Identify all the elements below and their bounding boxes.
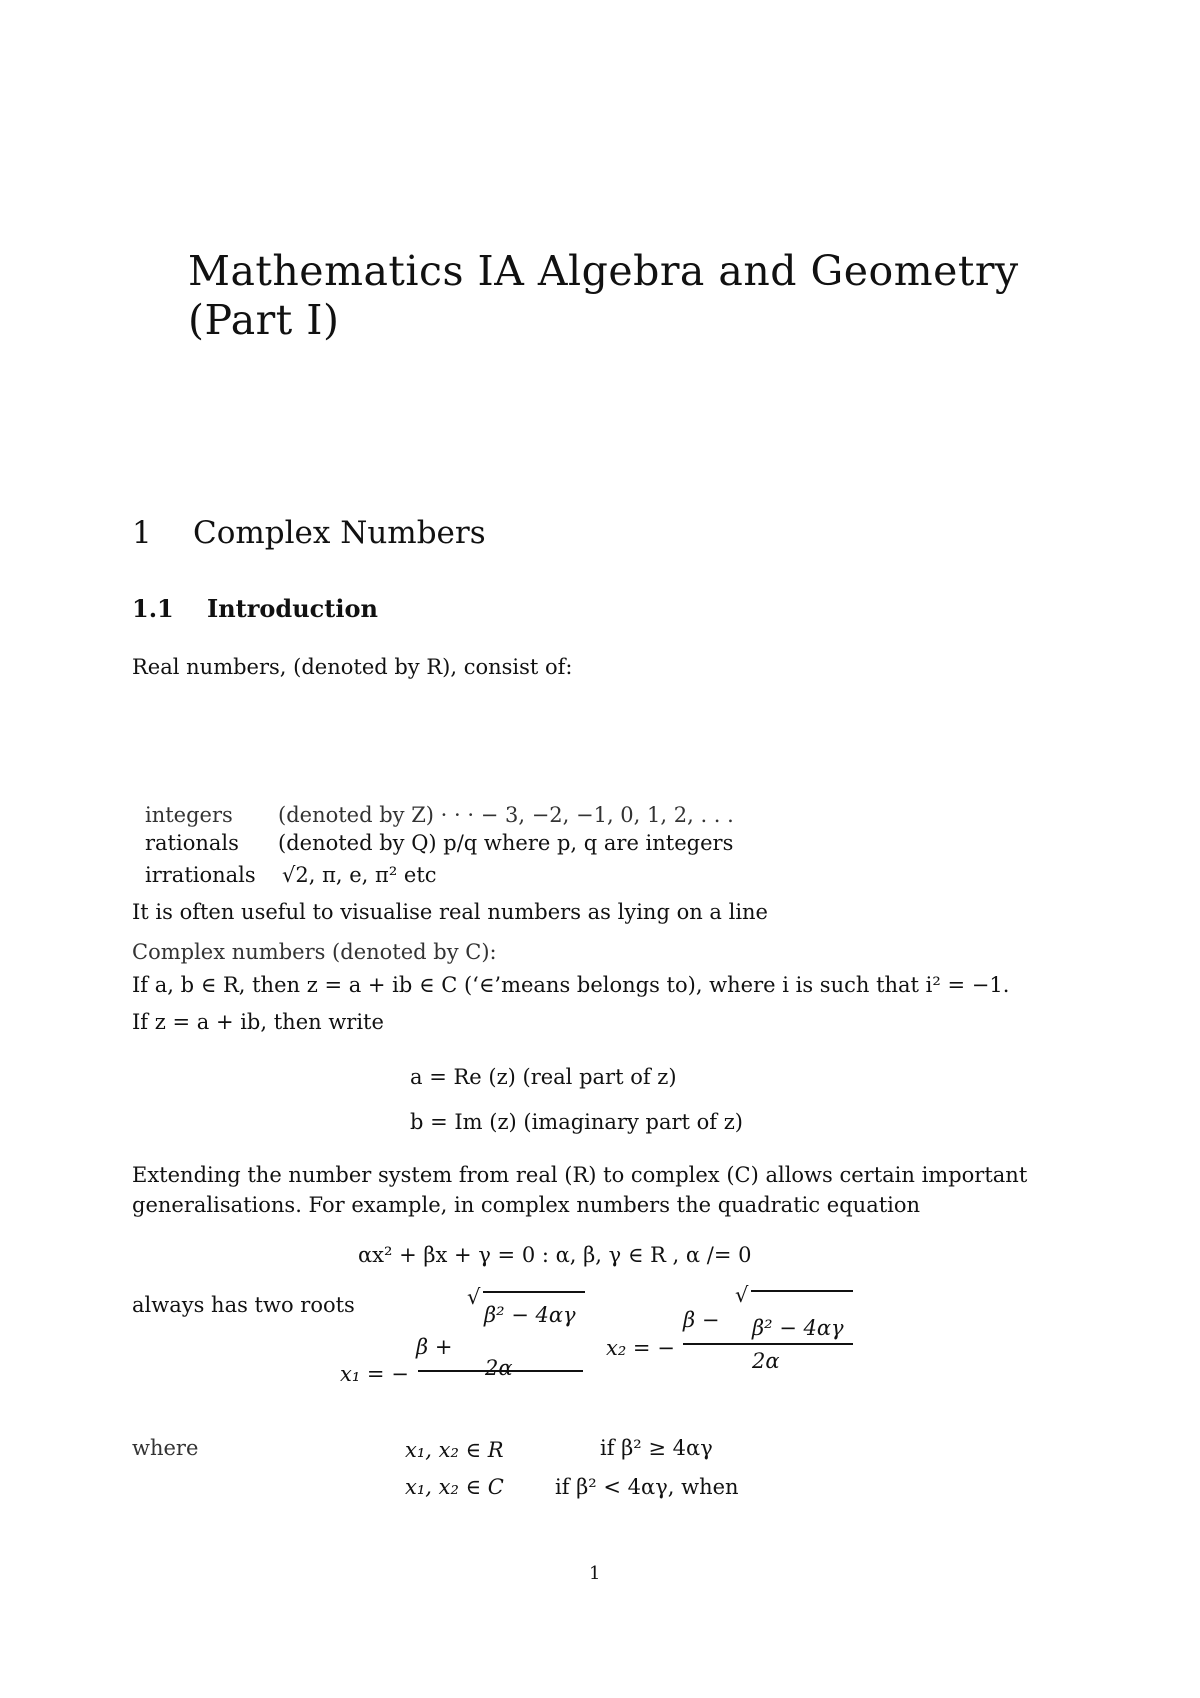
root-1-numerator: β + [416,1335,453,1359]
root-2-radicand: β² − 4αγ [752,1316,844,1340]
intro-line: Real numbers, (denoted by R), consist of: [132,655,573,679]
root-2-numerator: β − [683,1308,720,1332]
row-irrationals-desc: √2, π, e, π² etc [282,863,437,887]
condition-1-lhs: x₁, x₂ ∈ R [405,1438,504,1462]
sqrt-icon: √ [735,1283,749,1307]
where-label: where [132,1436,199,1460]
visualise-line: It is often useful to visualise real numbers as lying on a line [132,900,768,924]
page-number: 1 [589,1563,601,1584]
subsection-number: 1.1 [132,594,174,623]
section-title: Complex Numbers [193,515,486,551]
sqrt-icon: √ [467,1285,481,1309]
row-rationals-name: rationals [145,831,239,855]
root-2-denominator: 2α [752,1349,780,1373]
complex-numbers-line: Complex numbers (denoted by C): [132,940,497,964]
quadratic-equation: αx² + βx + γ = 0 : α, β, γ ∈ R , α /= 0 [358,1243,752,1267]
condition-2-rhs: if β² < 4αγ, when [555,1475,739,1499]
root-1-radicand: β² − 4αγ [484,1303,576,1327]
document-title-line2: (Part I) [188,296,340,344]
condition-2-lhs: x₁, x₂ ∈ C [405,1475,504,1499]
extending-line-1: Extending the number system from real (R) to complex (C) allows certain important [132,1163,1028,1187]
root-2-lhs: x₂ = − [606,1336,675,1360]
radical-bar [483,1291,585,1293]
root-1-lhs: x₁ = − [340,1362,409,1386]
document-title-line1: Mathematics IA Algebra and Geometry [188,247,1019,295]
row-irrationals-name: irrationals [145,863,256,887]
row-rationals-desc: (denoted by Q) p/q where p, q are integers [278,831,734,855]
fraction-bar [683,1343,853,1345]
roots-label: always has two roots [132,1293,355,1317]
subsection-title: Introduction [207,594,378,623]
condition-1-rhs: if β² ≥ 4αγ [600,1436,713,1460]
section-number: 1 [132,515,152,551]
row-integers-desc: (denoted by Z) · · · − 3, −2, −1, 0, 1, 2, . . . [278,803,734,827]
extending-line-2: generalisations. For example, in complex numbers the quadratic equation [132,1193,921,1217]
row-integers-name: integers [145,803,233,827]
if-line-2: If z = a + ib, then write [132,1010,384,1034]
if-line-1: If a, b ∈ R, then z = a + ib ∈ C (‘∈’means belongs to), where i is such that i² = −1. [132,973,1010,997]
root-1-denominator: 2α [485,1356,513,1380]
radical-bar [751,1290,853,1292]
imaginary-part-equation: b = Im (z) (imaginary part of z) [410,1110,743,1134]
real-part-equation: a = Re (z) (real part of z) [410,1065,677,1089]
